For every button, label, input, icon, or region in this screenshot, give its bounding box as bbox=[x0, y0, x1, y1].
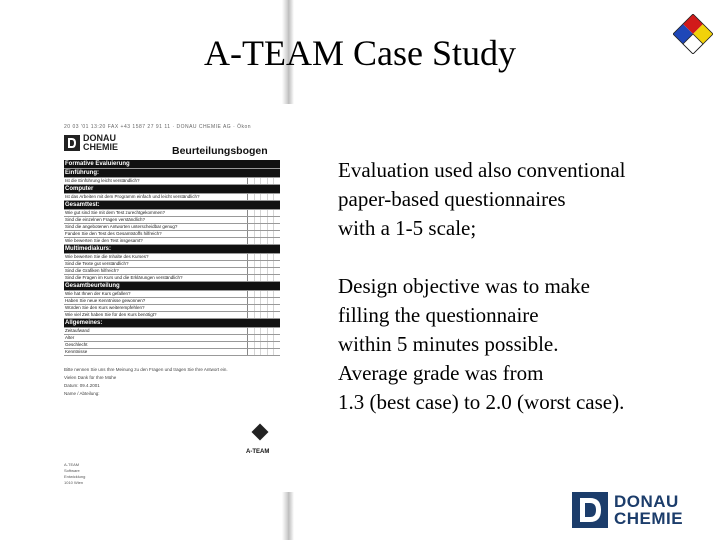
body-paragraph-2: Design objective was to make filling the questionnaire within 5 minutes possible. Average grade was from 1.3 (best case) to 2.0 (worst case). bbox=[338, 274, 625, 414]
form-row-label: Formative Evaluierung bbox=[65, 161, 130, 167]
form-row-label: Allgemeines: bbox=[65, 320, 103, 326]
rating-cells bbox=[247, 178, 280, 184]
fax-header: 20 03 '01 13:20 FAX +43 1587 27 91 11 · DONAU CHEMIE AG · Ökon bbox=[64, 124, 252, 130]
form-section-header bbox=[64, 319, 280, 328]
form-row-label: Zeitaufwand bbox=[65, 328, 90, 333]
rating-cells bbox=[248, 201, 280, 209]
form-question-row bbox=[64, 298, 280, 305]
slide-body bbox=[338, 156, 710, 417]
body-paragraph-1: Evaluation used also conventional paper-based questionnaires with a 1-5 scale; bbox=[338, 158, 626, 240]
donau-chemie-logo bbox=[572, 492, 683, 528]
form-row-label: Kenntnisse bbox=[65, 349, 88, 354]
rating-cells bbox=[247, 224, 280, 230]
rating-cells bbox=[247, 298, 280, 304]
rating-cells bbox=[247, 312, 280, 318]
rating-cells bbox=[247, 291, 280, 297]
form-question-row bbox=[64, 342, 280, 349]
rating-cells bbox=[248, 160, 280, 168]
form-row-label: Computer bbox=[65, 186, 94, 192]
form-address-line: Software bbox=[64, 468, 80, 473]
form-question-row bbox=[64, 238, 280, 245]
rating-cells bbox=[247, 342, 280, 348]
form-row-label: Sind die Texte gut verständlich? bbox=[65, 261, 129, 266]
form-row-label: Wie bewerten Sie den Test insgesamt? bbox=[65, 238, 143, 243]
rating-cells bbox=[248, 319, 280, 327]
a-team-label: A-TEAM bbox=[246, 449, 270, 455]
form-section-header bbox=[64, 185, 280, 194]
form-row-label: Sind die Grafiken hilfreich? bbox=[65, 268, 119, 273]
form-question-row bbox=[64, 231, 280, 238]
donau-chemie-logo-icon bbox=[64, 135, 80, 151]
form-row-label: Alter bbox=[65, 335, 75, 340]
questionnaire-table bbox=[64, 160, 280, 356]
rating-cells bbox=[247, 275, 280, 281]
form-address bbox=[64, 462, 85, 486]
form-title: Beurteilungsbogen bbox=[172, 145, 268, 157]
rating-cells bbox=[247, 335, 280, 341]
form-row-label: Wie gut sind Sie mit dem Test zurechtgekommen? bbox=[65, 210, 165, 215]
form-question-row bbox=[64, 275, 280, 282]
rating-cells bbox=[248, 245, 280, 253]
form-question-row bbox=[64, 328, 280, 335]
form-row-label: Wie hat Ihnen der Kurs gefallen? bbox=[65, 291, 131, 296]
form-question-row bbox=[64, 349, 280, 356]
a-team-logo-icon bbox=[252, 424, 269, 441]
rating-cells bbox=[248, 169, 280, 177]
rating-cells bbox=[247, 254, 280, 260]
form-row-label: Sind die Fragen im Kurs und die Erklärungen verständlich? bbox=[65, 275, 183, 280]
form-question-row bbox=[64, 268, 280, 275]
form-section-header bbox=[64, 245, 280, 254]
form-section-header bbox=[64, 282, 280, 291]
rating-cells bbox=[247, 238, 280, 244]
logo-line2: CHEMIE bbox=[614, 509, 684, 528]
rating-cells bbox=[247, 305, 280, 311]
form-row-label: Sind die einzelnen Fragen verständlich? bbox=[65, 217, 146, 222]
decorative-stripe-bottom bbox=[282, 492, 294, 540]
form-section-header bbox=[64, 160, 280, 169]
form-logo-line2: CHEMIE bbox=[83, 142, 119, 152]
form-row-label: Gesamttest: bbox=[65, 202, 100, 208]
form-row-label: Haben Sie neue Kenntnisse gewonnen? bbox=[65, 298, 146, 303]
rating-cells bbox=[247, 349, 280, 355]
form-address-line: Entwicklung bbox=[64, 474, 86, 479]
form-row-label: Wie bewerten Sie die Inhalte des Kurses? bbox=[65, 254, 149, 259]
form-question-row bbox=[64, 178, 280, 185]
form-row-label: Geschlecht bbox=[65, 342, 88, 347]
rating-cells bbox=[247, 261, 280, 267]
form-row-label: Ist die Einführung leicht verständlich? bbox=[65, 178, 140, 183]
form-footer-line: Bitte nennen Sie uns Ihre Meinung zu den Fragen und tragen Sie Ihre Antwort ein. bbox=[64, 367, 228, 372]
form-question-row bbox=[64, 194, 280, 201]
rating-cells bbox=[247, 210, 280, 216]
form-section-header bbox=[64, 169, 280, 178]
rating-cells bbox=[248, 282, 280, 290]
form-question-row bbox=[64, 261, 280, 268]
form-footer bbox=[64, 366, 280, 398]
nfpa-diamond-icon bbox=[673, 14, 713, 54]
form-question-row bbox=[64, 224, 280, 231]
rating-cells bbox=[248, 185, 280, 193]
form-question-row bbox=[64, 335, 280, 342]
rating-cells bbox=[247, 194, 280, 200]
form-question-row bbox=[64, 210, 280, 217]
rating-cells bbox=[247, 328, 280, 334]
form-address-line: 1010 Wien bbox=[64, 480, 84, 485]
form-footer-line: Name / Abteilung: bbox=[64, 391, 100, 396]
form-logo bbox=[64, 134, 118, 152]
form-question-row bbox=[64, 305, 280, 312]
form-question-row bbox=[64, 291, 280, 298]
slide-title: A-TEAM Case Study bbox=[204, 33, 516, 73]
form-row-label: Würden Sie den Kurs weiterempfehlen? bbox=[65, 305, 145, 310]
form-question-row bbox=[64, 217, 280, 224]
rating-cells bbox=[247, 268, 280, 274]
rating-cells bbox=[247, 217, 280, 223]
scanned-questionnaire bbox=[48, 122, 282, 492]
form-logo-line1: DONAU bbox=[83, 133, 116, 143]
logo-line1: DONAU bbox=[614, 492, 679, 511]
form-row-label: Fanden Sie den Test des Gesamtstoffs hilfreich? bbox=[65, 231, 162, 236]
form-row-label: Gesamtbeurteilung bbox=[65, 283, 120, 289]
form-address-line: A-TEAM bbox=[64, 462, 80, 467]
form-row-label: Wie viel Zeit haben Sie für den Kurs benötigt? bbox=[65, 312, 157, 317]
form-footer-line: Datum: 09.4.2001 bbox=[64, 383, 100, 388]
form-row-label: Ist das Arbeiten mit dem Programm einfach und leicht verständlich? bbox=[65, 194, 200, 199]
form-question-row bbox=[64, 312, 280, 319]
form-row-label: Sind die angebotenen Antworten unterscheidbar genug? bbox=[65, 224, 178, 229]
form-row-label: Multimediakurs: bbox=[65, 246, 112, 252]
donau-chemie-mark-icon bbox=[572, 492, 608, 528]
form-row-label: Einführung: bbox=[65, 170, 99, 176]
rating-cells bbox=[247, 231, 280, 237]
form-question-row bbox=[64, 254, 280, 261]
form-section-header bbox=[64, 201, 280, 210]
form-footer-line: Vielen Dank für Ihre Mühe bbox=[64, 375, 117, 380]
